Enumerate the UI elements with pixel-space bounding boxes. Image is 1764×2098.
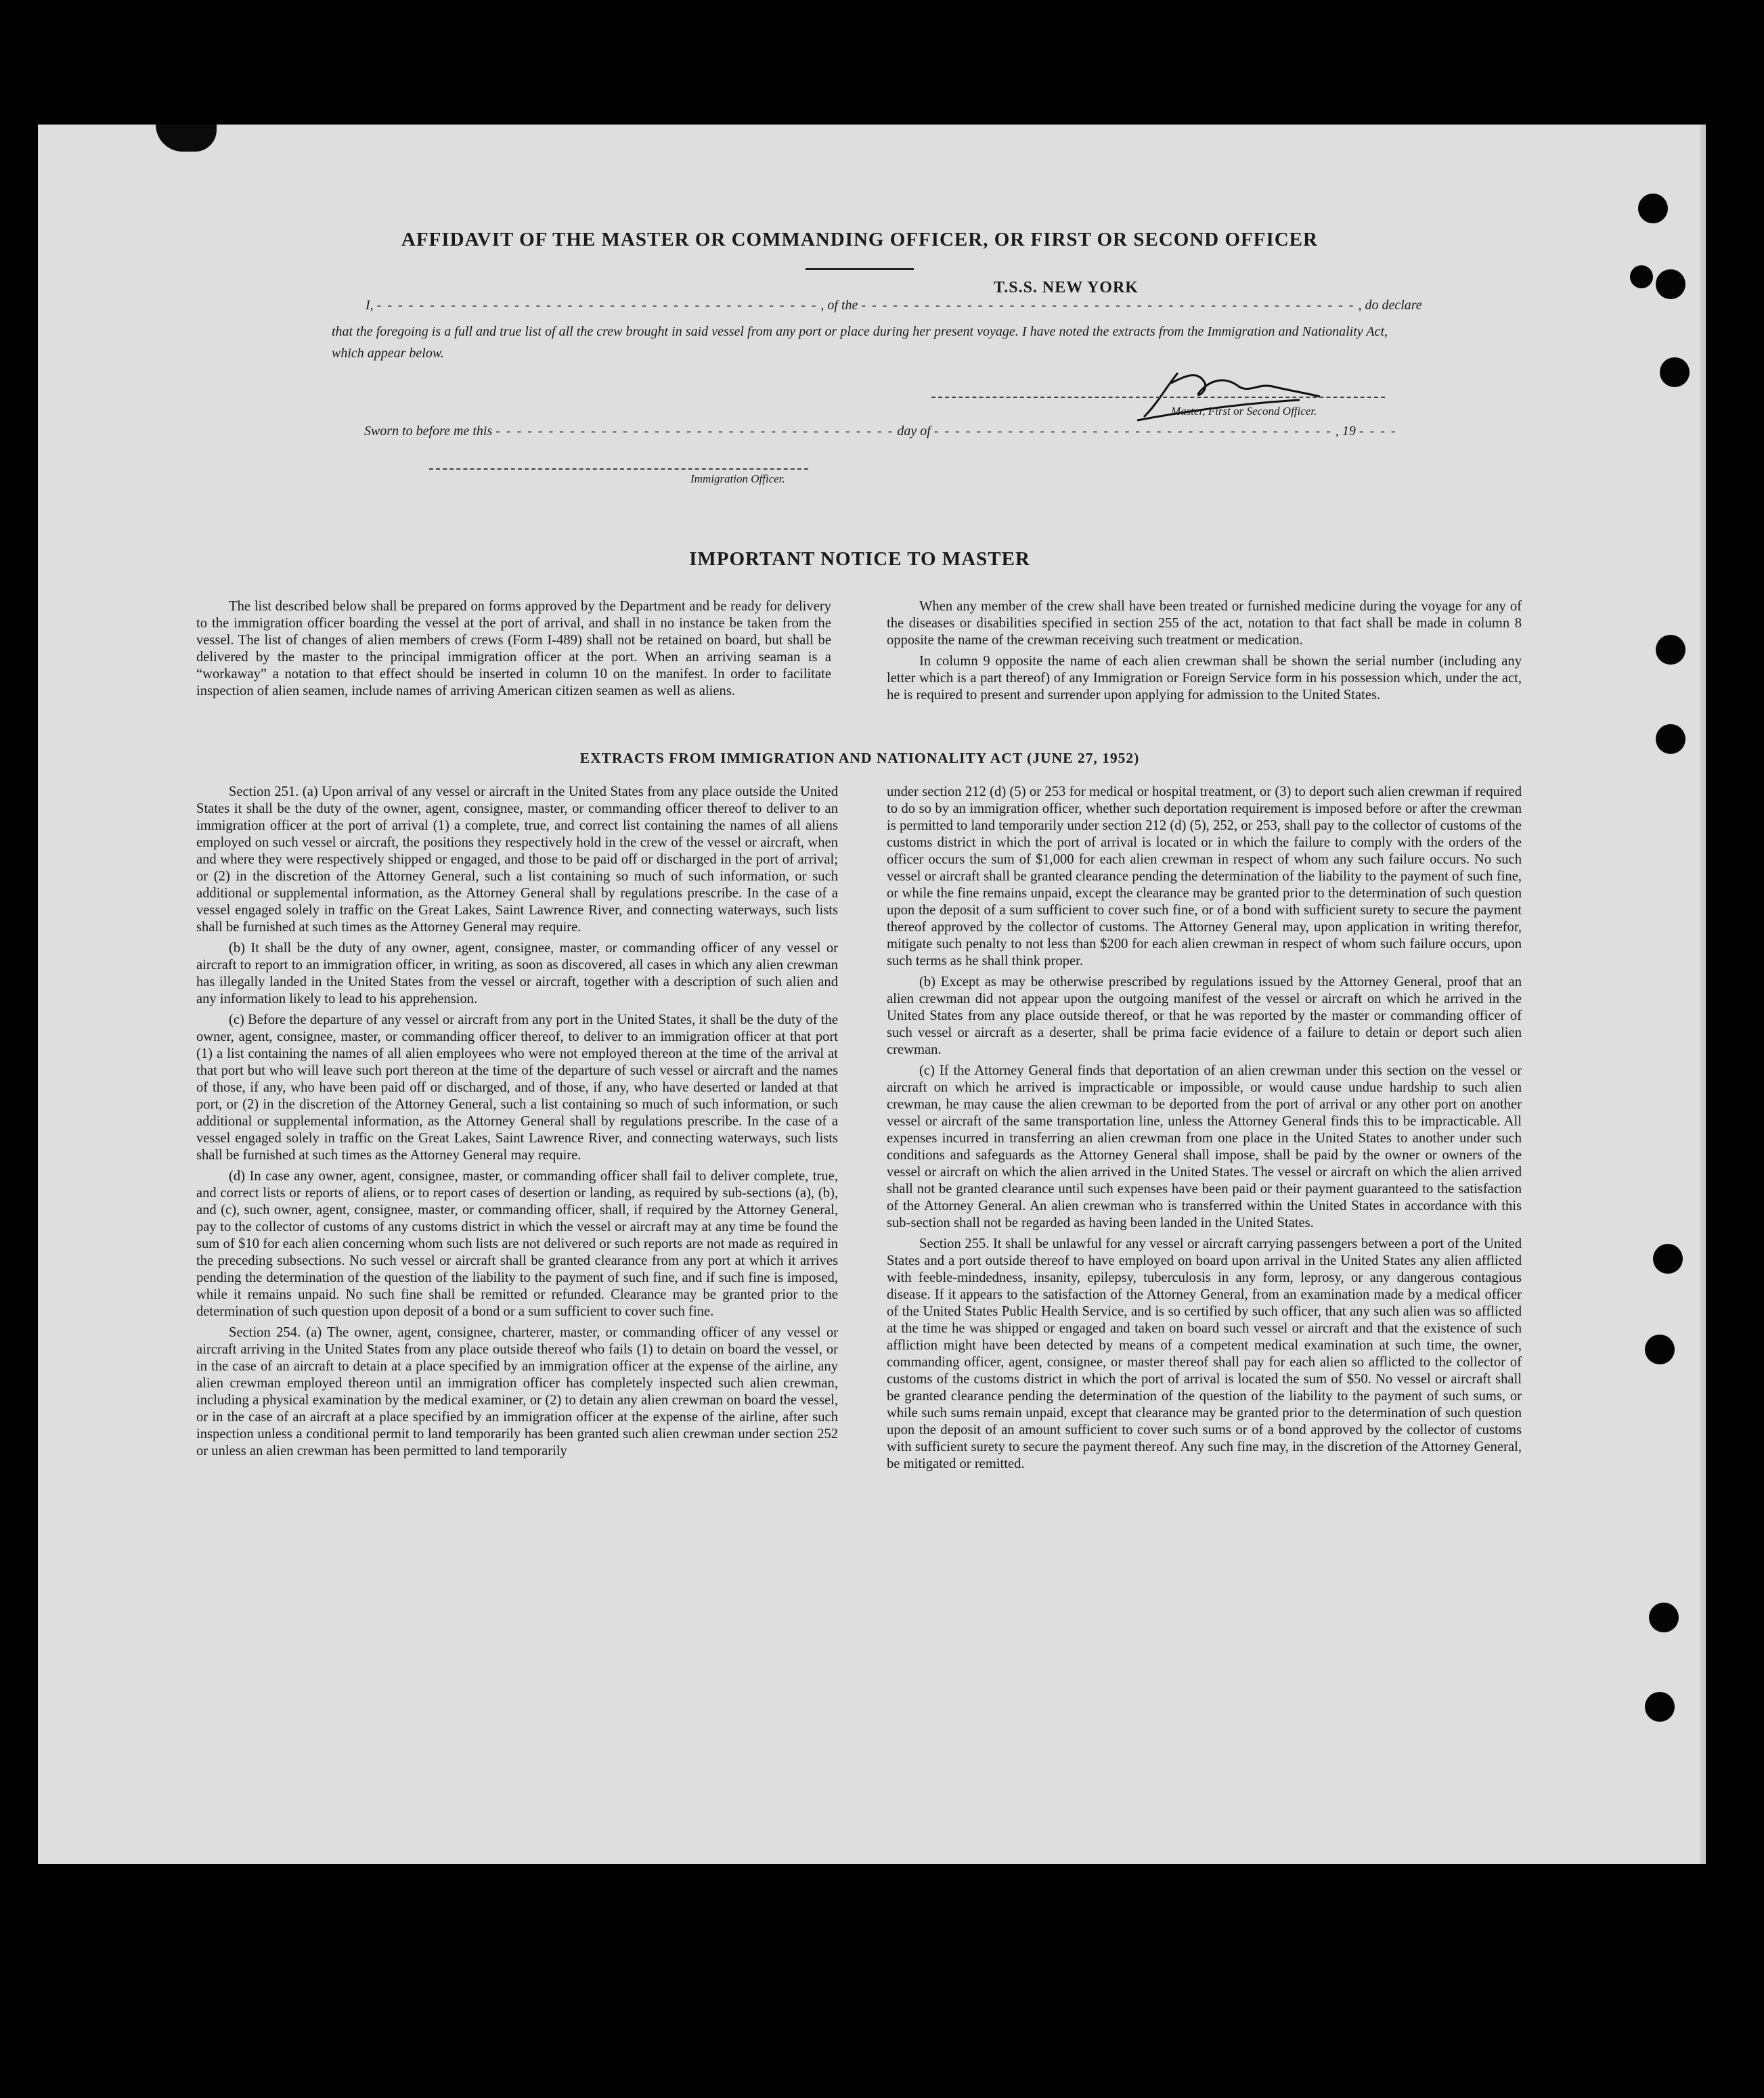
of-the-label: , of the bbox=[820, 298, 858, 313]
binder-hole bbox=[1630, 265, 1653, 288]
ship-name: T.S.S. NEW YORK bbox=[994, 279, 1139, 296]
day-of-label: day of bbox=[897, 424, 931, 439]
sworn-label: Sworn to before me this bbox=[364, 424, 493, 439]
vessel-blank[interactable]: - - - - - - - - - - - - - - - - - - - - - - - - - - - - - - - - - - - - - - - - - - - - - - - bbox=[861, 298, 1355, 313]
notice-paragraph: The list described below shall be prepared on forms approved by the Department and be ready for delivery to the immigration officer boarding the vessel at the port of arrival, and shall in no instance be taken from the vessel. The list of changes of alien members of crews (Form I-489) shall not be retained on board, but shall be delivered by the master to the principal immigration officer at the port. When an arriving seaman is a “workaway” a notation to that effect should be inserted in column 10 on the manifest. In order to facilitate inspection of alien seamen, include names of arriving American citizen seamen as well as aliens. bbox=[196, 599, 831, 698]
section-paragraph: Section 255. It shall be unlawful for any vessel or aircraft carrying passengers between a port of the United States and a port outside thereof to have employed on board upon arrival in the United States any alien afflicted with feeble-mindedness, insanity, epilepsy, tuberculosis in any form, leprosy, or any dangerous contagious disease. If it appears to the satisfaction of the Attorney General, from an examination made by a medical officer of the United States Public Health Service, and is so certified by such officer, that any such alien was so afflicted at the time he was shipped or engaged and taken on board such vessel or aircraft and that the existence of such affliction might have been detected by means of a competent medical examination at such time, the owner, commanding officer, agent, consignee, or master thereof shall pay for each alien so afflicted to the collector of customs of the customs district in which the port of arrival is located the sum of $50. No vessel or aircraft shall be granted clearance pending the determination of the question of the liability to the payment of such sums, or while such sums remain unpaid, except that clearance may be granted prior to the determination of such question upon the deposit of an amount sufficient to cover such sums or of a bond approved by the collector of customs with sufficient surety to secure the payment thereof. Any such fine may, in the discretion of the Attorney General, be mitigated or remitted. bbox=[887, 1236, 1522, 1471]
binder-hole bbox=[1645, 1692, 1675, 1722]
binder-hole bbox=[1638, 194, 1668, 223]
title-rule bbox=[806, 268, 914, 270]
sworn-line bbox=[364, 424, 1397, 439]
binder-hole bbox=[1660, 357, 1690, 387]
notice-right-column bbox=[887, 598, 1522, 708]
binder-hole bbox=[1653, 1244, 1683, 1274]
notice-paragraph: In column 9 opposite the name of each alien crewman shall be shown the serial number (including any letter which is a part thereof) of any Immigration or Foreign Service form in his possession which, under the act, he is required to present and surrender upon applying for admission to the United States. bbox=[887, 654, 1522, 702]
binder-hole bbox=[1649, 1603, 1679, 1632]
section-paragraph: (d) In case any owner, agent, consignee, master, or commanding officer shall fail to deliver complete, true, and correct lists or reports of aliens, or to report cases of desertion or landing, as required by sub-sections (a), (b), and (c), such owner, agent, consignee, master, or commanding officer, shall, if required by the Attorney General, pay to the collector of customs of any customs district in which the vessel or aircraft may at any time be found the sum of $10 for each alien concerning whom such lists are not delivered or such reports are not made as required in the preceding subsections. No such vessel or aircraft shall be granted clearance from any port at which it arrives pending the determination of the question of the liability to the payment of such fine, and if such fine is imposed, while it remains unpaid. No such fine shall be remitted or refunded. Clearance may be granted prior to the determination of such question upon deposit of a bond or a sum sufficient to cover such fine. bbox=[196, 1169, 838, 1319]
notice-paragraph: When any member of the crew shall have been treated or furnished medicine during the voyage for any of the diseases or disabilities specified in section 255 of the act, notation to that fact shall be made in column 8 opposite the name of the crewman receiving such treatment or medication. bbox=[887, 599, 1522, 648]
section-paragraph: (c) Before the departure of any vessel or aircraft from any port in the United States, it shall be the duty of the owner, agent, consignee, master, or commanding officer thereof, to deliver to an immigration officer at that port (1) a list containing the names of all alien employees who were not employed thereon at the time of the arrival at that port but who will leave such port thereon at the time of the departure of such vessel or aircraft and the names of those, if any, who have been paid off or discharged, and of those, if any, who have deserted or landed at that port, or (2) in the discretion of the Attorney General, such a list containing so much of such information, or such additional or supplemental information, as the Attorney General shall by regulations prescribe. In the case of a vessel engaged solely in traffic on the Great Lakes, Saint Lawrence River, and connecting waterways, such lists shall be furnished at such times as the Attorney General may require. bbox=[196, 1012, 838, 1163]
binder-hole bbox=[1656, 724, 1685, 754]
signature-line bbox=[931, 397, 1385, 398]
binder-hole bbox=[1656, 635, 1685, 665]
sworn-day-blank[interactable]: - - - - - - - - - - - - - - - - - - - - - - - - - - - - - - - - - - - - - - bbox=[495, 424, 894, 439]
extracts-right-column bbox=[887, 784, 1522, 1477]
section-paragraph: (c) If the Attorney General finds that deportation of an alien crewman under this section on the vessel or aircraft on which he arrived is impracticable or impossible, or would cause undue hardship to such alien crewman, he may cause the alien crewman to be deported from the port of arrival or any other port on another vessel or aircraft of the same transportation line, unless the Attorney General finds this to be impracticable. All expenses incurred in transferring an alien crewman from one place in the United States to another under such conditions and safeguards as the Attorney General shall impose, shall be paid by the owner or owners of the vessel or aircraft on which the alien arrived in the United States. The vessel or aircraft on which the alien arrived shall not be granted clearance until such expenses have been paid or their payment guaranteed to the satisfaction of the Attorney General. An alien crewman who is transferred within the United States in accordance with this sub-section shall not be regarded as having been landed in the United States. bbox=[887, 1063, 1522, 1230]
binder-hole bbox=[1645, 1335, 1675, 1364]
year-label: , 19 bbox=[1335, 424, 1356, 439]
notice-left-column bbox=[196, 598, 831, 704]
extracts-title: EXTRACTS FROM IMMIGRATION AND NATIONALITY ACT (JUNE 27, 1952) bbox=[579, 750, 1140, 766]
binder-hole bbox=[1656, 269, 1685, 299]
declaration-line bbox=[366, 298, 1422, 313]
section-paragraph: Section 251. (a) Upon arrival of any vessel or aircraft in the United States from any place outside the United States it shall be the duty of the owner, agent, consignee, master, or commanding officer thereof to deliver to an immigration officer at the port of arrival (1) a complete, true, and correct list containing the names of all aliens employed on such vessel or aircraft, the positions they respectively hold in the crew of the vessel or aircraft, when and where they were respectively shipped or engaged, and those to be paid off or discharged in the port of arrival; or (2) in the discretion of the Attorney General, such a list containing so much of such information, or such additional or supplemental information, as the Attorney General shall by regulations prescribe. In the case of a vessel engaged solely in traffic on the Great Lakes, Saint Lawrence River, and connecting waterways, such lists shall be furnished at such times as the Attorney General may require. bbox=[196, 784, 838, 935]
name-blank[interactable]: - - - - - - - - - - - - - - - - - - - - - - - - - - - - - - - - - - - - - - - - - - bbox=[376, 298, 818, 313]
section-paragraph: Section 254. (a) The owner, agent, consignee, charterer, master, or commanding officer of any vessel or aircraft arriving in the United States from any place outside thereof who fails (1) to detain on board the vessel, or in the case of an aircraft to detain at a place specified by an immigration officer at the expense of the airline, any alien crewman employed thereon until an immigration officer has completely inspected such alien crewman, including a physical examination by the medical examiner, or (2) to detain any alien crewman on board the vessel, or in the case of an aircraft at a place specified by an immigration officer at the expense of the airline, after such inspection unless a conditional permit to land temporarily has been granted such alien crewman under section 252 or unless an alien crewman has been permitted to land temporarily bbox=[196, 1325, 838, 1458]
section-paragraph: (b) Except as may be otherwise prescribed by regulations issued by the Attorney General, proof that an alien crewman did not appear upon the outgoing manifest of the vessel or aircraft on which he arrived in the United States from any place outside thereof, or that he was reported by the master or commanding officer of such vessel or aircraft as a deserter, shall be prima facie evidence of a failure to detain or deport such alien crewman. bbox=[887, 975, 1522, 1057]
immigration-officer-caption: Immigration Officer. bbox=[690, 472, 785, 485]
signature-caption: Master, First or Second Officer. bbox=[1171, 405, 1317, 418]
notice-title: IMPORTANT NOTICE TO MASTER bbox=[689, 548, 1030, 570]
affidavit-title: AFFIDAVIT OF THE MASTER OR COMMANDING OFFICER, OR FIRST OR SECOND OFFICER bbox=[401, 229, 1318, 250]
do-declare-label: , do declare bbox=[1358, 298, 1422, 313]
declaration-text: that the foregoing is a full and true list of all the crew brought in said vessel from any port or place during her present voyage. I have noted the extracts from the Immigration and Nationality Act, which appear below. bbox=[332, 324, 1388, 361]
immigration-officer-line bbox=[429, 468, 808, 470]
section-paragraph: (b) It shall be the duty of any owner, agent, consignee, master, or commanding officer of any vessel or aircraft to report to an immigration officer, in writing, as soon as discovered, all cases in which any alien crewman has illegally landed in the United States from the vessel or aircraft, together with a description of such alien and any information likely to lead to his apprehension. bbox=[196, 941, 838, 1006]
sworn-month-blank[interactable]: - - - - - - - - - - - - - - - - - - - - - - - - - - - - - - - - - - - - - - bbox=[933, 424, 1332, 439]
section-paragraph: under section 212 (d) (5) or 253 for medical or hospital treatment, or (3) to deport such alien crewman if required to do so by an immigration officer, whether such deportation requirement is imposed before or after the crewman is permitted to land temporarily under section 212 (d) (5), 252, or 253, shall pay to the collector of customs of the customs district in which the port of arrival is located or in which the failure to comply with the orders of the officer occurs the sum of $1,000 for each alien crewman in respect of whom any such failure occurs. No such vessel or aircraft shall be granted clearance pending the determination of the liability to the payment of such fine, or while the fine remains unpaid, except the clearance may be granted prior to the determination of such question upon the deposit of a sum sufficient to cover such fine, or of a bond with sufficient surety to secure the payment thereof approved by the collector of customs. The Attorney General may, upon application in writing therefor, mitigate such penalty to not less than $200 for each alien crewman in respect of whom such failure occurs, upon such terms as he shall think proper. bbox=[887, 784, 1522, 968]
extracts-left-column bbox=[196, 784, 838, 1464]
sworn-year-blank[interactable]: - - - - bbox=[1359, 424, 1397, 439]
i-label: I, bbox=[366, 298, 374, 313]
